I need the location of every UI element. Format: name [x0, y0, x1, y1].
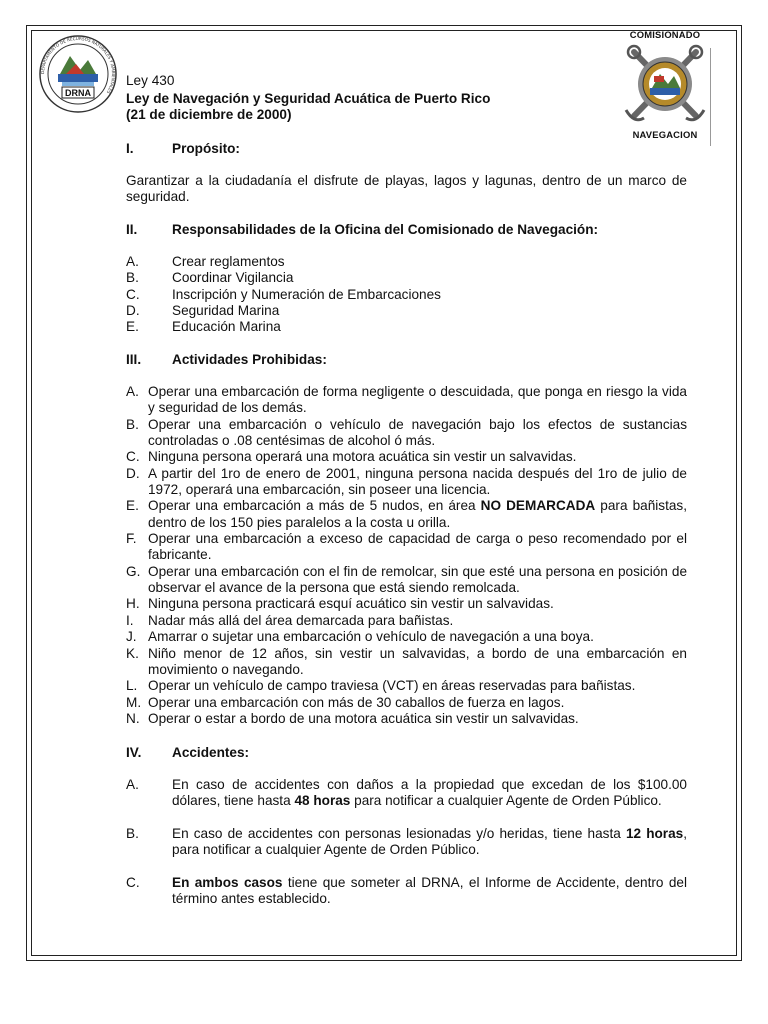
list-marker: D. — [126, 465, 140, 481]
list-marker: G. — [126, 563, 141, 579]
list-marker: H. — [126, 596, 140, 612]
section-3-number: III. — [126, 352, 142, 367]
bold-text: 48 horas — [294, 793, 351, 809]
accident-item-b — [126, 826, 687, 859]
section-2-number: II. — [126, 222, 138, 237]
list-item — [126, 466, 687, 499]
law-title: Ley de Navegación y Seguridad Acuática de Puerto Rico — [126, 91, 491, 106]
list-marker: B. — [126, 826, 139, 841]
list-item — [126, 287, 687, 303]
list-text — [148, 498, 687, 531]
cn-logo-bottom-text: NAVEGACION — [632, 129, 698, 140]
section-1-text: Garantizar a la ciudadanía el disfrute de playas, lagos y lagunas, dentro de un marco de seguridad. — [126, 173, 687, 205]
list-marker: C. — [126, 286, 140, 302]
list-text: Operar una embarcación con el fin de remolcar, sin que esté una persona en posición de observar el avance de la persona que está siendo remolcada. — [148, 563, 687, 596]
list-text — [172, 875, 687, 908]
list-item — [126, 449, 687, 465]
bold-text: En ambos casos — [172, 875, 283, 890]
section-3-heading: Actividades Prohibidas: — [172, 352, 327, 367]
section-4-number: IV. — [126, 745, 142, 760]
list-item — [126, 531, 687, 564]
list-marker: C. — [126, 449, 140, 465]
prohibited-activities-list — [126, 384, 687, 727]
law-number: Ley 430 — [126, 73, 175, 88]
list-item — [126, 629, 687, 645]
drna-logo — [38, 34, 118, 114]
comisionado-navegacion-logo — [618, 28, 712, 146]
text-run: , para notificar a cualquier Agente de Orden Público. — [172, 826, 687, 858]
list-text: Operar un vehículo de campo traviesa (VCT) en áreas reservadas para bañistas. — [148, 678, 636, 694]
list-item — [126, 303, 687, 319]
list-marker: A. — [126, 254, 139, 269]
text-run: En caso de accidentes con daños a la propiedad que excedan de los $100.00 dólares, tiene hasta — [172, 777, 687, 809]
list-text: Coordinar Vigilancia — [172, 270, 294, 286]
list-item — [126, 270, 687, 286]
drna-ring-textpath: DEPARTAMENTO DE RECURSOS NATURALES Y AMBIENTALES — [39, 35, 117, 95]
list-text: Ninguna persona practicará esquí acuático sin vestir un salvavidas. — [148, 596, 554, 612]
text-run: tiene que someter al DRNA, el Informe de Accidente, dentro del término antes establecido. — [172, 875, 687, 907]
list-text: Crear reglamentos — [172, 254, 285, 269]
text-run: para bañistas, dentro de los 150 pies paralelos a la costa u orilla. — [148, 498, 687, 530]
section-1-number: I. — [126, 141, 134, 156]
list-text: Nadar más allá del área demarcada para bañistas. — [148, 612, 454, 628]
list-text: Operar una embarcación con más de 30 caballos de fuerza en lagos. — [148, 694, 565, 710]
list-marker: B. — [126, 416, 139, 432]
list-text: A partir del 1ro de enero de 2001, ninguna persona nacida después del 1ro de julio de 1972, operará una embarcación, sin poseer una licencia. — [148, 465, 687, 498]
list-text: Operar una embarcación de forma negligente o descuidada, que ponga en riesgo la vida y seguridad de los demás. — [148, 384, 687, 416]
list-marker: E. — [126, 498, 139, 514]
list-marker: D. — [126, 302, 140, 318]
list-marker: M. — [126, 694, 142, 710]
list-item — [126, 695, 687, 711]
accident-item-a — [126, 777, 687, 810]
list-marker: B. — [126, 270, 139, 286]
list-marker: C. — [126, 875, 140, 890]
list-text: Ninguna persona operará una motora acuática sin vestir un salvavidas. — [148, 449, 577, 465]
list-item — [126, 678, 687, 694]
list-text: Operar o estar a bordo de una motora acuática sin vestir un salvavidas. — [148, 710, 579, 726]
list-item — [126, 596, 687, 612]
list-text: Inscripción y Numeración de Embarcaciones — [172, 286, 441, 302]
list-text: Niño menor de 12 años, sin vestir un salvavidas, a bordo de una embarcación en movimiento o navegando. — [148, 645, 687, 677]
list-marker: N. — [126, 710, 140, 726]
list-item — [126, 384, 687, 417]
list-item — [126, 319, 687, 335]
list-item — [126, 417, 687, 450]
section-1-heading: Propósito: — [172, 141, 240, 156]
bold-text: NO DEMARCADA — [480, 498, 596, 514]
list-marker: J. — [126, 629, 137, 645]
list-marker: F. — [126, 531, 137, 547]
list-marker: A. — [126, 384, 139, 399]
text-run: En caso de accidentes con personas lesionadas y/o heridas, tiene hasta — [172, 826, 626, 841]
list-item — [126, 564, 687, 597]
list-item — [126, 254, 687, 270]
list-item — [126, 711, 687, 727]
list-marker: E. — [126, 319, 139, 335]
bold-text: 12 horas — [625, 826, 684, 841]
law-date: (21 de diciembre de 2000) — [126, 107, 292, 122]
list-marker: A. — [126, 777, 139, 792]
list-text — [172, 826, 687, 859]
list-text: Operar una embarcación o vehículo de navegación bajo los efectos de sustancias controladas o .08 centésimas de alcohol ó más. — [148, 416, 687, 449]
cn-logo-top-text: COMISIONADO — [629, 29, 701, 40]
section-2-heading: Responsabilidades de la Oficina del Comisionado de Navegación: — [172, 222, 599, 237]
list-item — [126, 613, 687, 629]
list-text: Educación Marina — [172, 319, 281, 335]
list-text — [172, 777, 687, 810]
accident-item-c — [126, 875, 687, 908]
responsibilities-list — [126, 254, 687, 335]
list-item — [126, 498, 687, 531]
list-text: Amarrar o sujetar una embarcación o vehículo de navegación a una boya. — [148, 629, 594, 645]
list-marker: L. — [126, 678, 138, 694]
text-run: Operar una embarcación a más de 5 nudos, en área — [148, 498, 481, 514]
text-run: para notificar a cualquier Agente de Orden Público. — [350, 793, 662, 809]
list-text: Operar una embarcación a exceso de capacidad de carga o peso recomendado por el fabricante. — [148, 531, 687, 563]
list-item — [126, 646, 687, 679]
drna-logo-text: DRNA — [65, 88, 91, 98]
list-text: Seguridad Marina — [172, 302, 280, 318]
section-4-heading: Accidentes: — [172, 745, 250, 760]
list-marker: K. — [126, 645, 139, 661]
list-marker: I. — [126, 612, 134, 628]
